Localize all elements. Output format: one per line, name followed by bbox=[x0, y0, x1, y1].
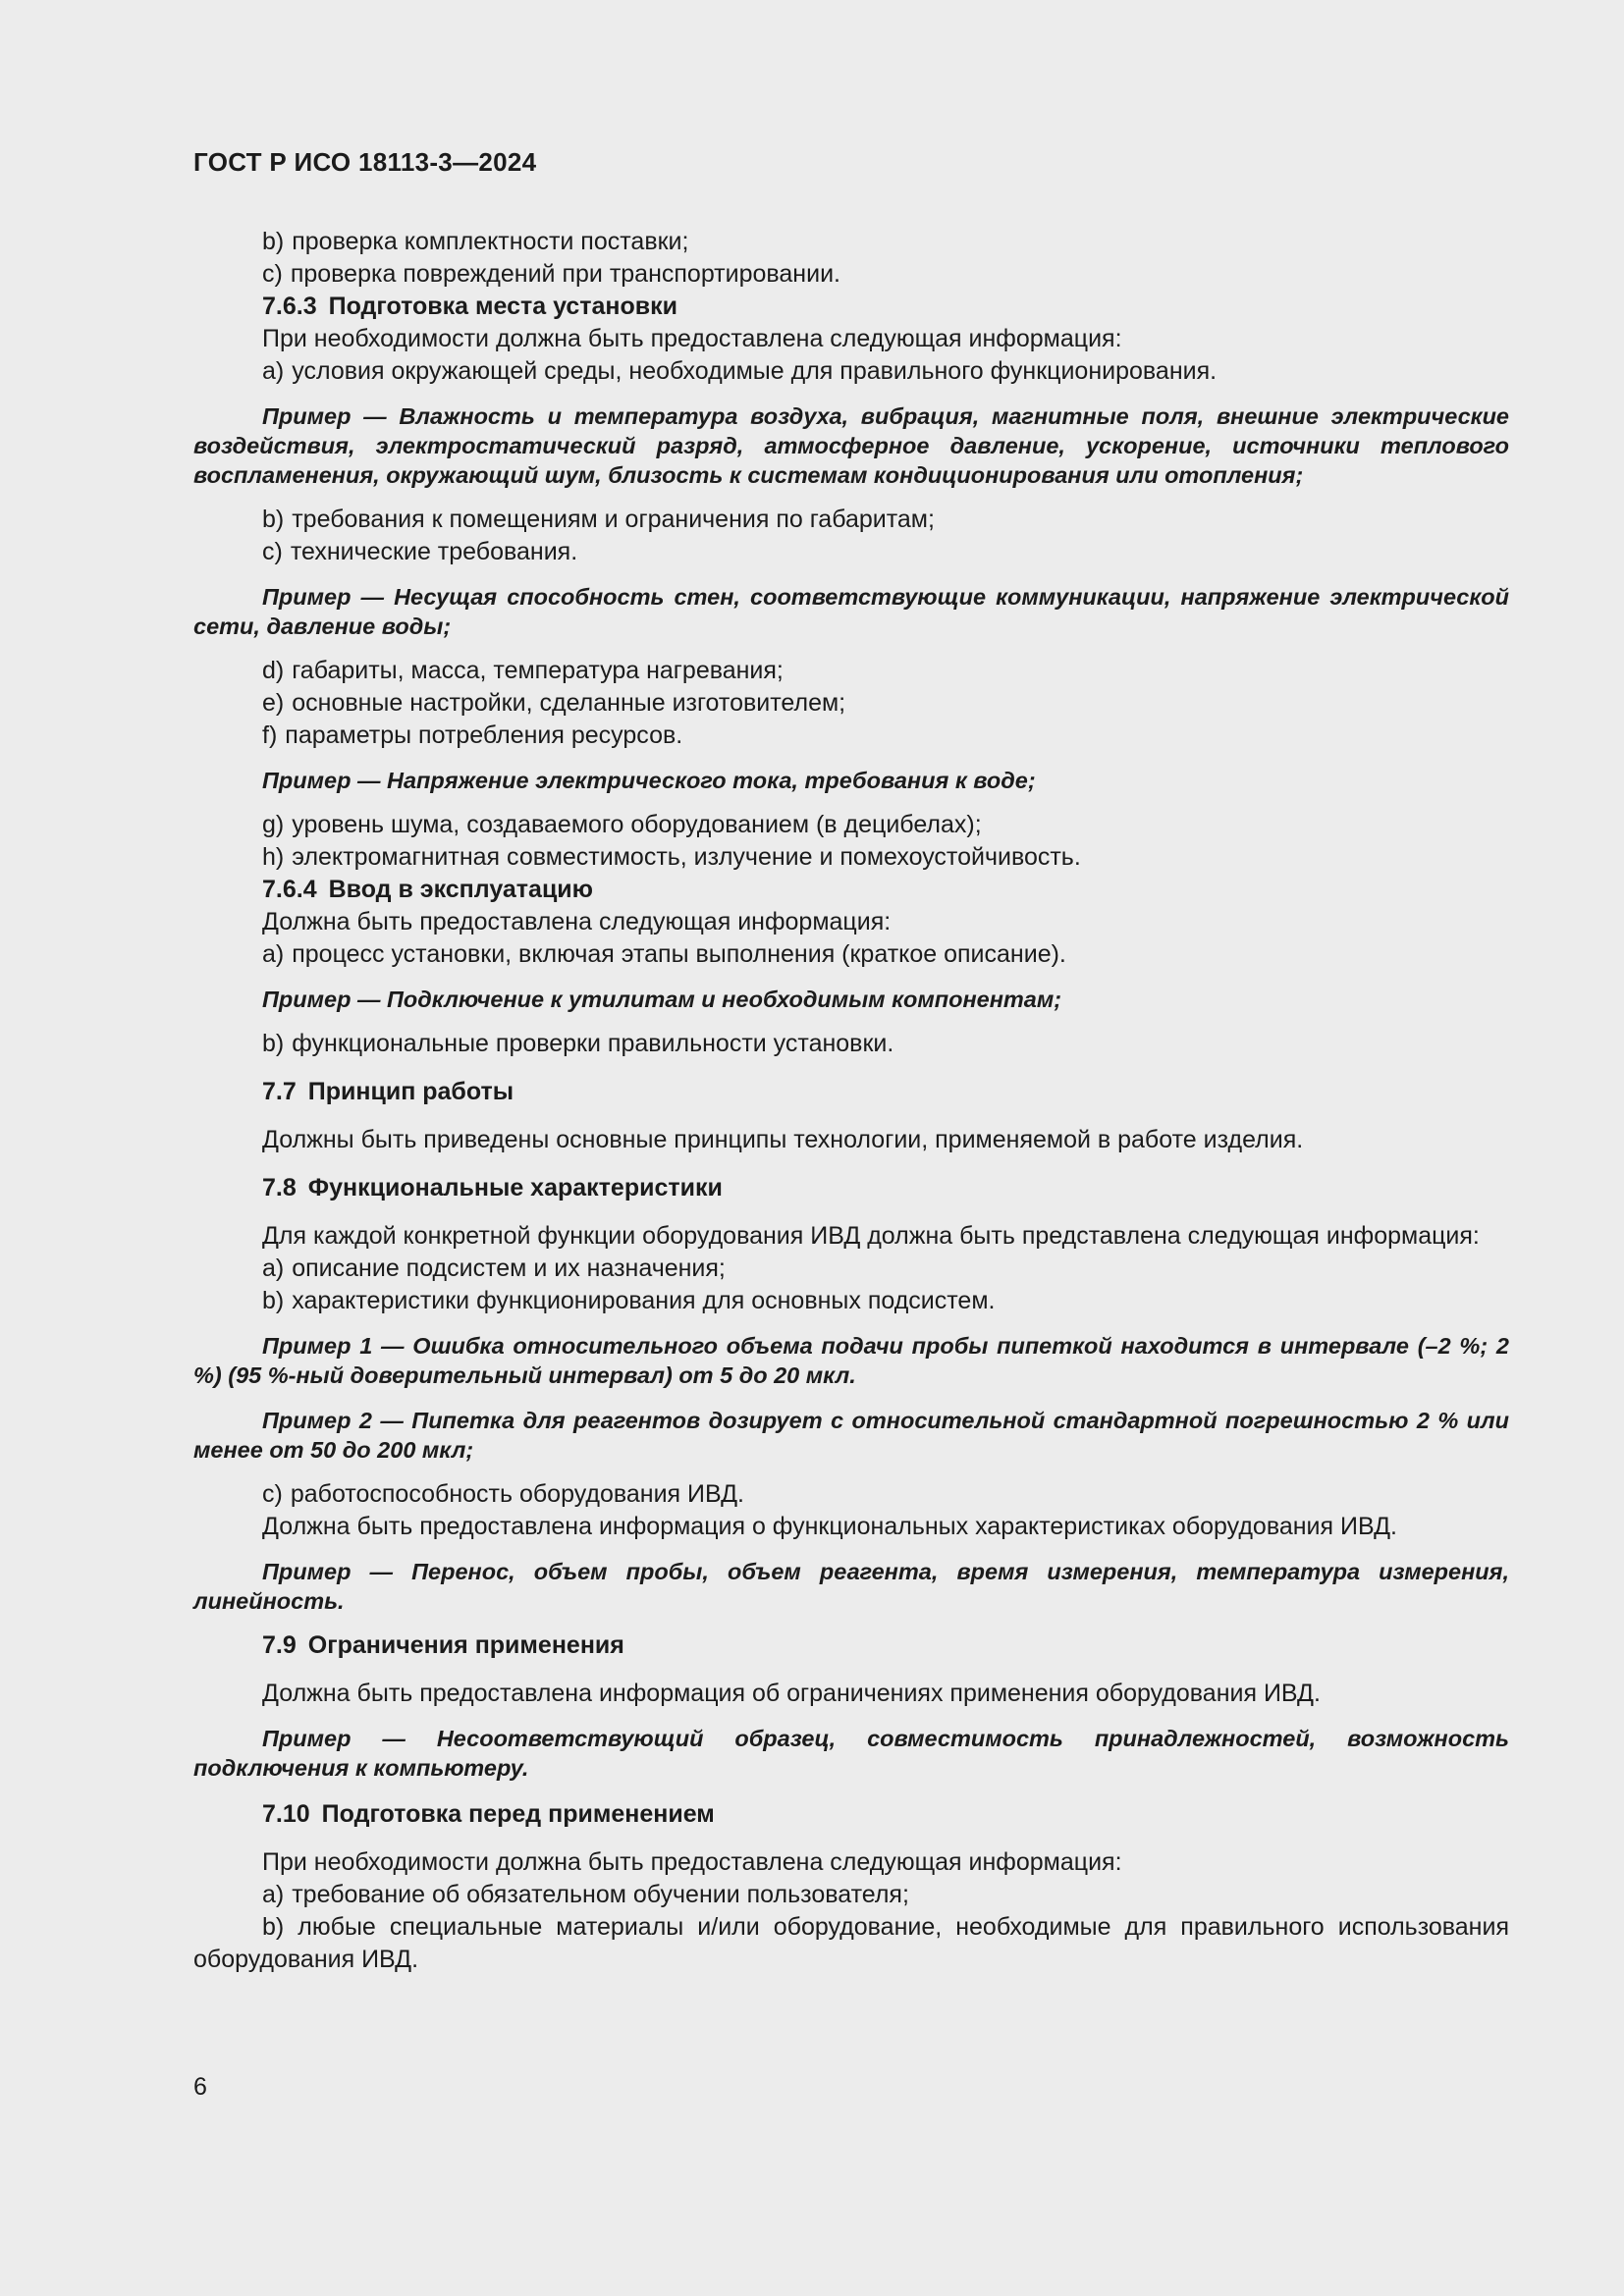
section-number: 7.6.4 bbox=[262, 876, 317, 903]
paragraph: При необходимости должна быть предоставлена следующая информация: bbox=[262, 325, 1122, 352]
section-number: 7.10 bbox=[262, 1800, 310, 1828]
list-item bbox=[193, 687, 1509, 720]
list-text: условия окружающей среды, необходимые для правильного функционирования. bbox=[292, 357, 1218, 385]
section-heading-7-10 bbox=[193, 1798, 1509, 1831]
list-item bbox=[193, 1478, 1509, 1511]
list-item bbox=[193, 258, 1509, 291]
example-note: Пример — Несоответствующий образец, совместимость принадлежностей, возможность подключения к компьютеру. bbox=[193, 1726, 1509, 1781]
example-note: Пример — Влажность и температура воздуха, вибрация, магнитные поля, внешние электрические воздействия, электростатический разряд, атмосферное давление, ускорение, источники теплового воспламенения, окружающий шум, близость к системам кондиционирования или отопления; bbox=[193, 403, 1509, 488]
list-marker: d) bbox=[262, 657, 285, 684]
list-item bbox=[193, 355, 1509, 388]
list-marker: b) bbox=[262, 1913, 285, 1941]
list-marker: b) bbox=[262, 1030, 285, 1057]
list-item bbox=[193, 1253, 1509, 1285]
list-text: процесс установки, включая этапы выполнения (краткое описание). bbox=[292, 940, 1066, 968]
list-marker: c) bbox=[262, 538, 283, 565]
example-note: Пример — Подключение к утилитам и необходимым компонентам; bbox=[262, 987, 1062, 1012]
list-item bbox=[193, 1285, 1509, 1317]
list-item bbox=[193, 536, 1509, 568]
list-text: основные настройки, сделанные изготовителем; bbox=[292, 689, 846, 717]
list-text: работоспособность оборудования ИВД. bbox=[290, 1480, 744, 1508]
list-item-wrapped bbox=[193, 1911, 1509, 1976]
list-marker: a) bbox=[262, 1255, 285, 1282]
list-text: проверка повреждений при транспортировании. bbox=[290, 260, 840, 288]
list-item bbox=[193, 504, 1509, 536]
list-item bbox=[193, 938, 1509, 971]
section-heading-7-8 bbox=[193, 1172, 1509, 1204]
paragraph: Должна быть предоставлена следующая информация: bbox=[262, 908, 892, 935]
page-number: 6 bbox=[193, 2073, 207, 2101]
example-note: Пример — Несущая способность стен, соответствующие коммуникации, напряжение электрической сети, давление воды; bbox=[193, 584, 1509, 639]
list-item bbox=[193, 226, 1509, 258]
list-text: функциональные проверки правильности установки. bbox=[292, 1030, 894, 1057]
document-body bbox=[193, 226, 1509, 1976]
list-marker: h) bbox=[262, 843, 285, 871]
list-marker: c) bbox=[262, 260, 283, 288]
list-item bbox=[193, 720, 1509, 752]
list-text: электромагнитная совместимость, излучение и помехоустойчивость. bbox=[292, 843, 1081, 871]
section-number: 7.8 bbox=[262, 1174, 297, 1201]
list-marker: b) bbox=[262, 228, 285, 255]
section-title: Функциональные характеристики bbox=[307, 1174, 723, 1201]
list-marker: e) bbox=[262, 689, 285, 717]
paragraph: Должна быть предоставлена информация о функциональных характеристиках оборудования ИВД. bbox=[262, 1513, 1397, 1540]
paragraph: Должны быть приведены основные принципы технологии, применяемой в работе изделия. bbox=[262, 1126, 1304, 1153]
paragraph: Для каждой конкретной функции оборудования ИВД должна быть представлена следующая информация: bbox=[262, 1222, 1480, 1250]
section-heading-7-7 bbox=[193, 1076, 1509, 1108]
list-marker: b) bbox=[262, 1287, 285, 1314]
example-note: Пример — Напряжение электрического тока, требования к воде; bbox=[262, 768, 1036, 793]
list-text: технические требования. bbox=[290, 538, 578, 565]
example-note: Пример 1 — Ошибка относительного объема подачи пробы пипеткой находится в интервале (–2 %; 2 %) (95 %-ный доверительный интервал) от 5 до 20 мкл. bbox=[193, 1333, 1509, 1388]
section-number: 7.7 bbox=[262, 1078, 297, 1105]
list-item bbox=[193, 841, 1509, 874]
section-title: Подготовка перед применением bbox=[321, 1800, 715, 1828]
section-title: Ввод в эксплуатацию bbox=[328, 876, 594, 903]
list-marker: c) bbox=[262, 1480, 283, 1508]
list-text: уровень шума, создаваемого оборудованием (в децибелах); bbox=[292, 811, 982, 838]
list-marker: a) bbox=[262, 940, 285, 968]
list-item bbox=[193, 655, 1509, 687]
list-text: требование об обязательном обучении пользователя; bbox=[292, 1881, 909, 1908]
list-item bbox=[193, 1028, 1509, 1060]
list-item bbox=[193, 809, 1509, 841]
section-heading-7-9 bbox=[193, 1629, 1509, 1662]
list-text: проверка комплектности поставки; bbox=[292, 228, 689, 255]
section-title: Подготовка места установки bbox=[328, 293, 678, 320]
list-text: габариты, масса, температура нагревания; bbox=[292, 657, 784, 684]
section-number: 7.6.3 bbox=[262, 293, 317, 320]
section-title: Принцип работы bbox=[307, 1078, 514, 1105]
document-header: ГОСТ Р ИСО 18113-3—2024 bbox=[193, 147, 537, 177]
section-number: 7.9 bbox=[262, 1631, 297, 1659]
list-marker: a) bbox=[262, 1881, 285, 1908]
list-text: параметры потребления ресурсов. bbox=[285, 721, 683, 749]
example-note: Пример 2 — Пипетка для реагентов дозирует с относительной стандартной погрешностью 2 % или менее от 50 до 200 мкл; bbox=[193, 1408, 1509, 1463]
example-note: Пример — Перенос, объем пробы, объем реагента, время измерения, температура измерения, линейность. bbox=[193, 1559, 1509, 1614]
list-marker: g) bbox=[262, 811, 285, 838]
list-text: требования к помещениям и ограничения по габаритам; bbox=[292, 506, 935, 533]
section-heading-7-6-3 bbox=[193, 291, 1509, 323]
list-marker: b) bbox=[262, 506, 285, 533]
section-title: Ограничения применения bbox=[307, 1631, 624, 1659]
list-text: описание подсистем и их назначения; bbox=[292, 1255, 726, 1282]
list-marker: a) bbox=[262, 357, 285, 385]
list-item bbox=[193, 1879, 1509, 1911]
list-marker: f) bbox=[262, 721, 278, 749]
list-text: любые специальные материалы и/или оборудование, необходимые для правильного использования оборудования ИВД. bbox=[193, 1913, 1509, 1973]
section-heading-7-6-4 bbox=[193, 874, 1509, 906]
paragraph: При необходимости должна быть предоставлена следующая информация: bbox=[262, 1848, 1122, 1876]
list-text: характеристики функционирования для основных подсистем. bbox=[292, 1287, 996, 1314]
paragraph: Должна быть предоставлена информация об ограничениях применения оборудования ИВД. bbox=[262, 1680, 1321, 1707]
